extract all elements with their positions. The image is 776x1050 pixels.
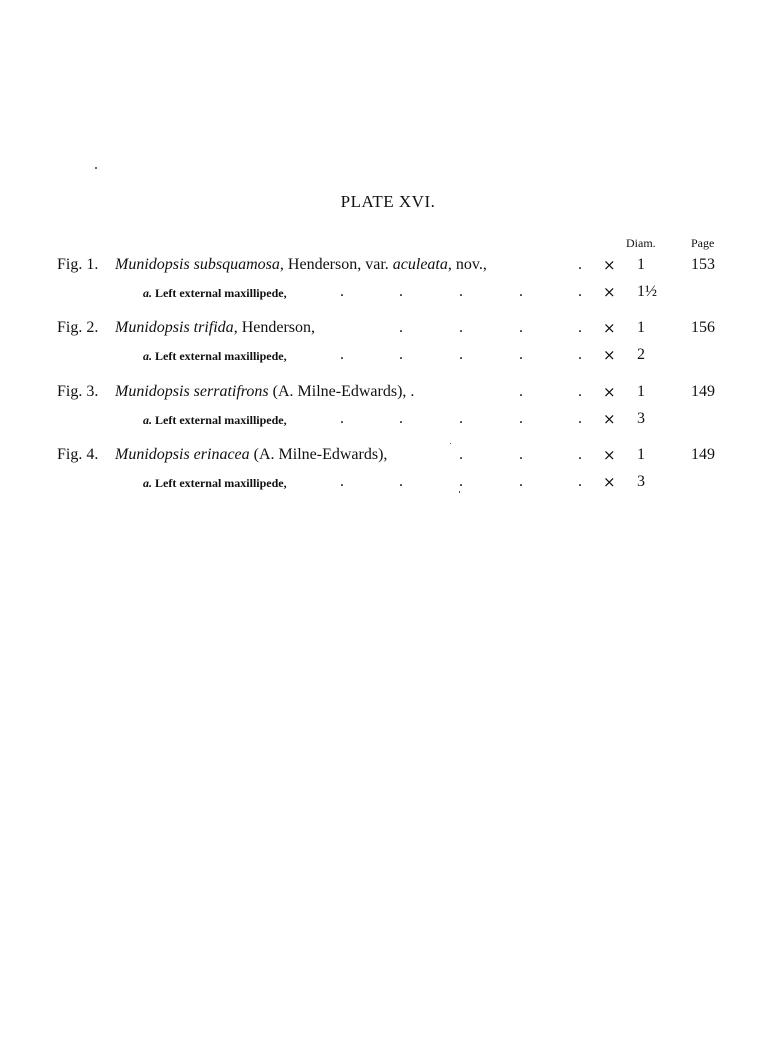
- scan-speck: [459, 491, 460, 493]
- leader-dot: .: [519, 319, 523, 336]
- subfigure-letter: a.: [143, 413, 152, 427]
- leader-dot: .: [459, 446, 463, 463]
- figure-label: Fig. 1.: [57, 256, 99, 273]
- leader-dot: .: [399, 346, 403, 363]
- page-number: 153: [691, 256, 715, 273]
- figure-description: [115, 383, 414, 401]
- leader-dot: .: [519, 446, 523, 463]
- leader-dot: .: [459, 473, 463, 490]
- figure-label: Fig. 4.: [57, 446, 99, 463]
- leader-dot: .: [578, 319, 582, 336]
- times-symbol: ×: [603, 383, 616, 401]
- author-text: (A. Milne-Edwards),: [249, 446, 388, 463]
- times-symbol: ×: [603, 346, 616, 364]
- leader-dot: .: [459, 319, 463, 336]
- genus-name: Munidopsis: [115, 383, 190, 400]
- leader-dot: .: [399, 319, 403, 336]
- scan-speck: [95, 167, 97, 169]
- subfigure-row: [0, 473, 776, 495]
- leader-dot: .: [399, 410, 403, 427]
- leader-dot: .: [578, 283, 582, 300]
- page-number: 149: [691, 446, 715, 463]
- scan-speck: [450, 443, 451, 444]
- leader-dot: .: [578, 446, 582, 463]
- page-number: 156: [691, 319, 715, 336]
- leader-dot: .: [459, 410, 463, 427]
- subfigure-letter: a.: [143, 476, 152, 490]
- magnification: 1½: [637, 283, 657, 300]
- subfigure-description: [143, 476, 287, 491]
- figure-row: [0, 446, 776, 468]
- description-suffix: , nov.,: [447, 256, 487, 273]
- magnification: 3: [637, 473, 645, 490]
- variety-name: aculeata: [392, 256, 448, 273]
- leader-dot: .: [519, 410, 523, 427]
- genus-name: Munidopsis: [115, 256, 190, 273]
- figure-description: [115, 319, 315, 337]
- subfigure-row: [0, 283, 776, 305]
- figure-row: [0, 256, 776, 278]
- leader-dot: .: [340, 346, 344, 363]
- figure-row: [0, 383, 776, 405]
- leader-dot: .: [519, 473, 523, 490]
- magnification: 1: [637, 446, 645, 463]
- genus-name: Munidopsis: [115, 319, 190, 336]
- leader-dot: .: [519, 346, 523, 363]
- leader-dot: .: [340, 410, 344, 427]
- figure-label: Fig. 3.: [57, 383, 99, 400]
- times-symbol: ×: [603, 256, 616, 274]
- magnification: 1: [637, 383, 645, 400]
- times-symbol: ×: [603, 410, 616, 428]
- genus-name: Munidopsis: [115, 446, 190, 463]
- magnification: 1: [637, 256, 645, 273]
- subfigure-row: [0, 346, 776, 368]
- author-text: , Henderson, var.: [279, 256, 393, 273]
- leader-dot: .: [578, 473, 582, 490]
- author-text: (A. Milne-Edwards), .: [268, 383, 415, 400]
- subfigure-description: [143, 413, 287, 428]
- subfigure-text: Left external maxillipede,: [155, 349, 287, 363]
- subfigure-letter: a.: [143, 286, 152, 300]
- subfigure-description: [143, 286, 287, 301]
- leader-dot: .: [519, 383, 523, 400]
- figure-row: [0, 319, 776, 341]
- leader-dot: .: [340, 473, 344, 490]
- times-symbol: ×: [603, 319, 616, 337]
- diam-column-header: Diam.: [626, 236, 656, 250]
- page-number: 149: [691, 383, 715, 400]
- author-text: , Henderson,: [233, 319, 315, 336]
- magnification: 1: [637, 319, 645, 336]
- leader-dot: .: [399, 283, 403, 300]
- subfigure-letter: a.: [143, 349, 152, 363]
- page-column-header: Page: [691, 236, 715, 250]
- leader-dot: .: [399, 473, 403, 490]
- species-name: trifida: [193, 319, 234, 336]
- figure-label: Fig. 2.: [57, 319, 99, 336]
- magnification: 2: [637, 346, 645, 363]
- times-symbol: ×: [603, 283, 616, 301]
- times-symbol: ×: [603, 446, 616, 464]
- magnification: 3: [637, 410, 645, 427]
- subfigure-text: Left external maxillipede,: [155, 286, 287, 300]
- subfigure-text: Left external maxillipede,: [155, 413, 287, 427]
- leader-dot: .: [519, 283, 523, 300]
- figure-description: [115, 256, 487, 274]
- leader-dot: .: [459, 283, 463, 300]
- species-name: erinacea: [193, 446, 250, 463]
- subfigure-description: [143, 349, 287, 364]
- leader-dot: .: [578, 383, 582, 400]
- leader-dot: .: [578, 410, 582, 427]
- leader-dot: .: [340, 283, 344, 300]
- species-name: serratifrons: [193, 383, 269, 400]
- subfigure-text: Left external maxillipede,: [155, 476, 287, 490]
- figure-description: [115, 446, 387, 464]
- leader-dot: .: [578, 346, 582, 363]
- plate-title: PLATE XVI.: [340, 192, 436, 211]
- species-name: subsquamosa: [193, 256, 280, 273]
- leader-dot: .: [459, 346, 463, 363]
- times-symbol: ×: [603, 473, 616, 491]
- subfigure-row: [0, 410, 776, 432]
- leader-dot: .: [578, 256, 582, 273]
